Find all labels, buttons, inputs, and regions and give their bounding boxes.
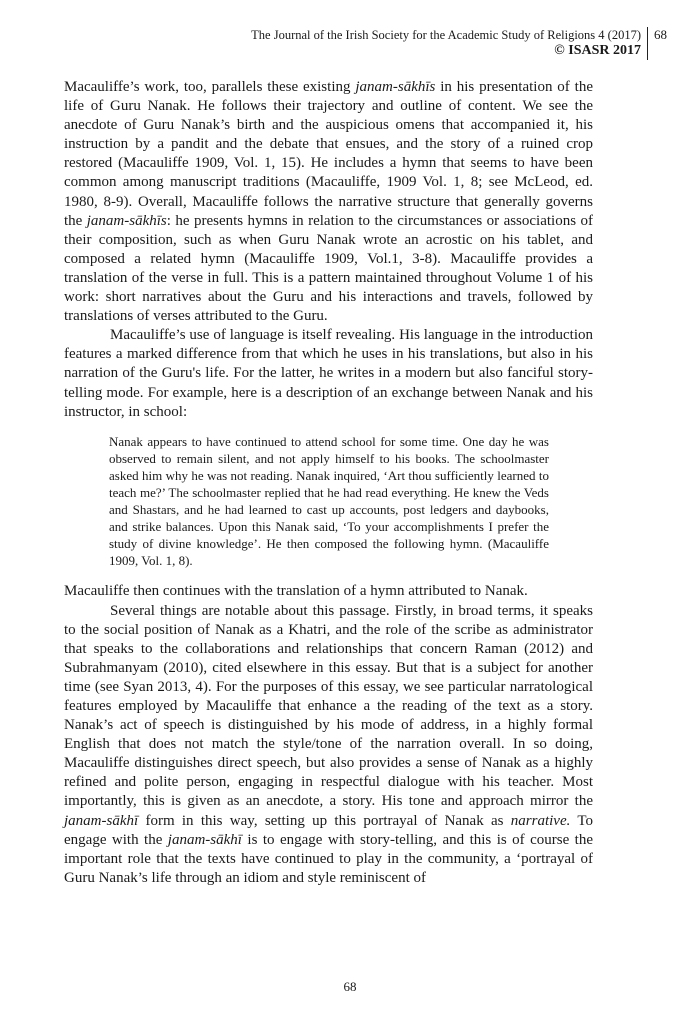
- main-text: [64, 78, 593, 888]
- header-text: [251, 27, 645, 59]
- journal-title: The Journal of the Irish Society for the Academic Study of Religions 4 (2017): [251, 28, 641, 42]
- term-janam-sakhi: janam-sākhī: [64, 812, 139, 829]
- header-page-number: 68: [654, 27, 667, 42]
- paragraph-4: Several things are notable about this passage. Firstly, in broad terms, it speaks to the social position of Nanak as a Khatri, and the role of the scribe as administrator that speaks to the collaborations and relationships that concern Raman (2012) and Subrahmanyam (2010), cited elsewhere in this essay. But that is a subject for another time (see Syan 2013, 4). For the purposes of this essay, we see particular narratological features employed by Macauliffe that enhance a the reading of the text as a story. Nanak’s act of speech is distinguished by his mode of address, in a highly formal English that does not match the style/tone of the narration overall. In so doing, Macauliffe distinguishes direct speech, but also provides a sense of Nanak as a highly refined and polite person, engaging in respectful dialogue with his teacher. Most importantly, this is given as an anecdote, a story. His tone and approach mirror the janam-sākhī form in this way, setting up this portrayal of Nanak as narrative. To engage with the janam-sākhī is to engage with story-telling, and this is of course the important role that the texts have continued to play in the community, a ‘portrayal of Guru Nanak’s life through an idiom and style reminiscent of: [64, 602, 593, 886]
- running-header: [251, 27, 667, 60]
- term-narrative: narrative.: [510, 812, 571, 829]
- footer-page-number: 68: [343, 979, 357, 994]
- term-janam-sakhis: janam-sākhīs: [86, 212, 167, 229]
- term-janam-sakhis: janam-sākhīs: [355, 79, 436, 95]
- header-divider: [647, 27, 648, 60]
- paragraph-3: Macauliffe then continues with the translation of a hymn attributed to Nanak.: [64, 583, 528, 600]
- paragraph-1: Macauliffe’s work, too, parallels these existing janam-sākhīs in his presentation of the life of Guru Nanak. He follows their trajectory and outline of content. We see the anecdote of Guru Nanak’s birth and the auspicious omens that accompanied it, his instruction by a pandit and the debate that ensues, and the story of a ruined crop restored (Macauliffe 1909, Vol. 1, 15). He includes a hymn that seems to have been common among manuscript traditions (Macauliffe, 1909 Vol. 1, 8; see McLeod, ed. 1980, 8-9). Overall, Macauliffe follows the narrative structure that generally governs the janam-sākhīs: he presents hymns in relation to the circumstances or associations of their composition, such as when Guru Nanak wrote an acrostic on his tablet, and composed a related hymn (Macauliffe 1909, Vol.1, 3-8). Macauliffe provides a translation of the verse in full. This is a pattern maintained throughout Volume 1 of his work: short narratives about the Guru and his interactions and travels, followed by translations of verses attributed to the Guru.: [64, 79, 593, 325]
- term-janam-sakhi: janam-sākhī: [167, 831, 242, 848]
- paragraph-2: Macauliffe’s use of language is itself revealing. His language in the introduction features a marked difference from that which he uses in his translations, but also in his narration of the Guru's life. For the latter, he writes in a modern but also fanciful story-telling mode. For example, here is a description of an exchange between Nanak and his instructor, in school:: [64, 327, 593, 420]
- copyright-line: © ISASR 2017: [554, 43, 641, 58]
- block-quote: Nanak appears to have continued to attend school for some time. One day he was observed to remain silent, and not apply himself to his books. The schoolmaster asked him why he was not reading. Nanak inquired, ‘Art thou sufficiently learned to teach me?’ The schoolmaster replied that he had read everything. He knew the Veds and Shastars, and he had learned to cast up accounts, post ledgers and daybooks, and strike balances. Upon this Nanak said, ‘To your accomplishments I prefer the study of divine knowledge’. He then composed the following hymn. (Macauliffe 1909, Vol. 1, 8).: [109, 433, 549, 569]
